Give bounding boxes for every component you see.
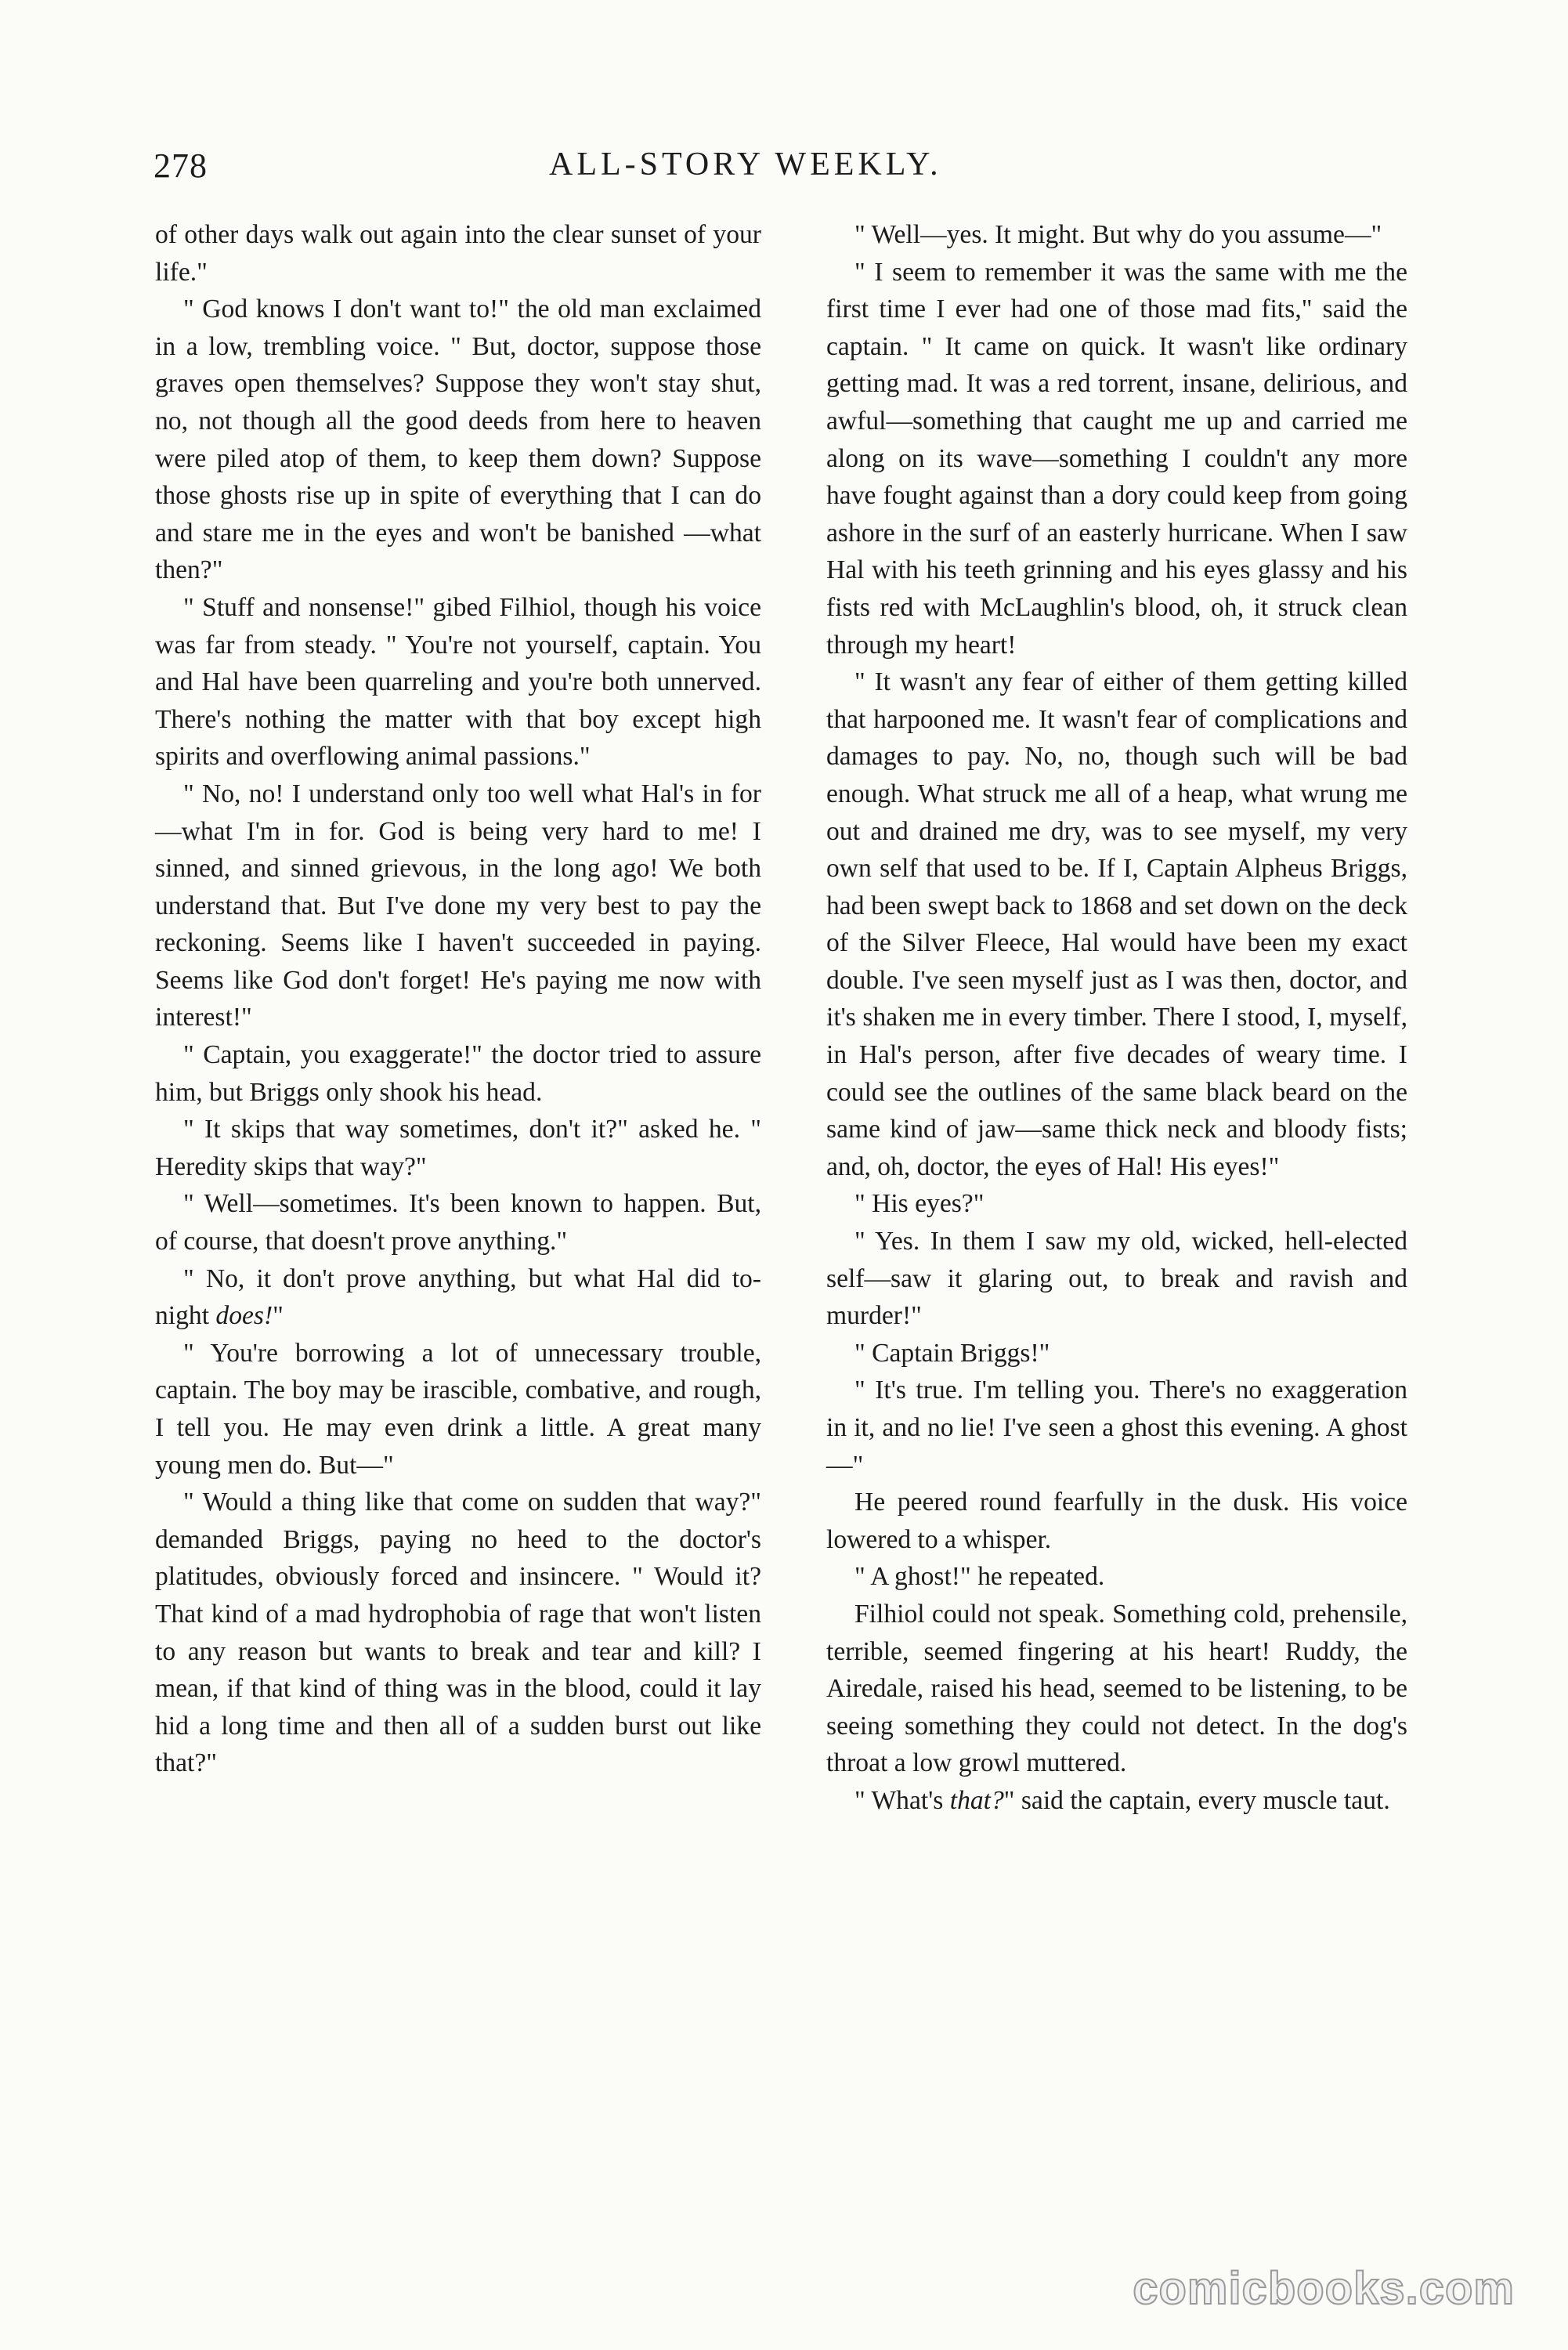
paragraph-text: " A ghost!" he repeated. [854,1562,1105,1592]
paragraph-text: " Yes. In them I saw my old, wicked, hell-elected self—saw it glaring out, to break and ravish and murder!" [826,1227,1407,1331]
paragraph-text: " His eyes?" [854,1189,985,1219]
paragraph-text: He peered round fearfully in the dusk. His voice lowered to a whisper. [826,1488,1407,1554]
paragraph [826,1558,1407,1596]
paragraph [155,1036,761,1111]
paragraph [155,1185,761,1260]
paragraph [155,1260,761,1335]
paragraph-text: " Captain Briggs!" [854,1338,1050,1368]
italic-emphasis: does! [215,1301,273,1331]
paragraph [826,1596,1407,1782]
paragraph-text: " It wasn't any fear of either of them getting killed that harpooned me. It wasn't fear of complications and damages to pay. No, no, though such will be bad enough. What struck me all of a heap, what wrung me out and drained me dry, was to see myself, my very own self that used to be. If I, Captain Alpheus Briggs, had been swept back to 1868 and set down on the deck of the Silver Fleece, Hal would have been my exact double. I've seen myself just as I was then, doctor, and it's shaken me in every timber. There I stood, I, myself, in Hal's person, after five decades of weary time. I could see the outlines of the same black beard on the same kind of jaw—same thick neck and bloody fists; and, oh, doctor, the eyes of Hal! His eyes!" [826,667,1407,1181]
paragraph-text: of other days walk out again into the clear sunset of your life." [155,220,761,287]
running-title: ALL-STORY WEEKLY. [549,146,942,183]
paragraph-text: " It skips that way sometimes, don't it?" asked he. " Heredity skips that way?" [155,1115,761,1181]
page-header [154,146,1407,201]
paragraph [826,663,1407,1185]
paragraph [155,1111,761,1185]
paragraph [155,216,761,291]
paragraph-text: " said the captain, every muscle taut. [1003,1785,1390,1815]
watermark: comicbooks.com [1133,2263,1515,2314]
paragraph [155,1335,761,1484]
paragraph [826,1185,1407,1223]
paragraph [155,291,761,589]
paragraph [826,1484,1407,1558]
paragraph [826,1372,1407,1484]
left-column [155,216,761,1782]
paragraph [155,776,761,1036]
paragraph [155,589,761,776]
paragraph [826,254,1407,664]
paragraph [826,1335,1407,1372]
paragraph [826,1782,1407,1820]
paragraph-text: " What's [854,1785,950,1815]
paragraph-text: " Stuff and nonsense!" gibed Filhiol, though his voice was far from steady. " You're not yourself, captain. You and Hal have been quarreling and you're both unnerved. There's nothing the matter with that boy except high spirits and overflowing animal passions." [155,592,761,772]
paragraph-text: " You're borrowing a lot of unnecessary trouble, captain. The boy may be irascible, combative, and rough, I tell you. He may even drink a little. A great many young men do. But—" [155,1338,761,1480]
paragraph-text: " No, no! I understand only too well what Hal's in for—what I'm in for. God is being very hard to me! I sinned, and sinned grievous, in the long ago! We both understand that. But I've done my very best to pay the reckoning. Seems like I haven't succeeded in paying. Seems like God don't forget! He's paying me now with interest!" [155,779,761,1032]
paragraph [826,1223,1407,1335]
page-number: 278 [154,146,208,185]
paragraph-text: " It's true. I'm telling you. There's no exaggeration in it, and no lie! I've seen a ghost this evening. A ghost—" [826,1376,1407,1480]
paragraph-text: " No, it don't prove anything, but what Hal did to-night [155,1264,761,1331]
right-column [826,216,1407,1820]
paragraph-text: Filhiol could not speak. Something cold, prehensile, terrible, seemed fingering at his heart! Ruddy, the Airedale, raised his head, seemed to be listening, to be seeing something they could not detect. In the dog's throat a low growl muttered. [826,1599,1407,1778]
paragraph-text: " I seem to remember it was the same with me the first time I ever had one of those mad fits," said the captain. " It came on quick. It wasn't like ordinary getting mad. It was a red torrent, insane, delirious, and awful—something that caught me up and carried me along on its wave—something I couldn't any more have fought against than a dory could keep from going ashore in the surf of an easterly hurricane. When I saw Hal with his teeth grinning and his eyes glassy and his fists red with McLaughlin's blood, oh, it struck clean through my heart! [826,257,1407,660]
italic-emphasis: that? [949,1785,1004,1815]
paragraph-text: " Well—sometimes. It's been known to happen. But, of course, that doesn't prove anything." [155,1189,761,1256]
paragraph-text: " God knows I don't want to!" the old man exclaimed in a low, trembling voice. " But, doctor, suppose those graves open themselves? Suppose they won't stay shut, no, not though all the good deeds from here to heaven were piled atop of them, to keep them down? Suppose those ghosts rise up in spite of everything that I can do and stare me in the eyes and won't be banished —what then?" [155,295,761,585]
paragraph-text: " Well—yes. It might. But why do you assume—" [854,220,1382,249]
paragraph [155,1484,761,1782]
paragraph [826,216,1407,254]
paragraph-text: " [273,1301,284,1331]
paragraph-text: " Captain, you exaggerate!" the doctor tried to assure him, but Briggs only shook his head. [155,1040,761,1107]
paragraph-text: " Would a thing like that come on sudden that way?" demanded Briggs, paying no heed to the doctor's platitudes, obviously forced and insincere. " Would it? That kind of a mad hydrophobia of rage that won't listen to any reason but wants to break and tear and kill? I mean, if that kind of thing was in the blood, could it lay hid a long time and then all of a sudden burst out like that?" [155,1488,761,1778]
